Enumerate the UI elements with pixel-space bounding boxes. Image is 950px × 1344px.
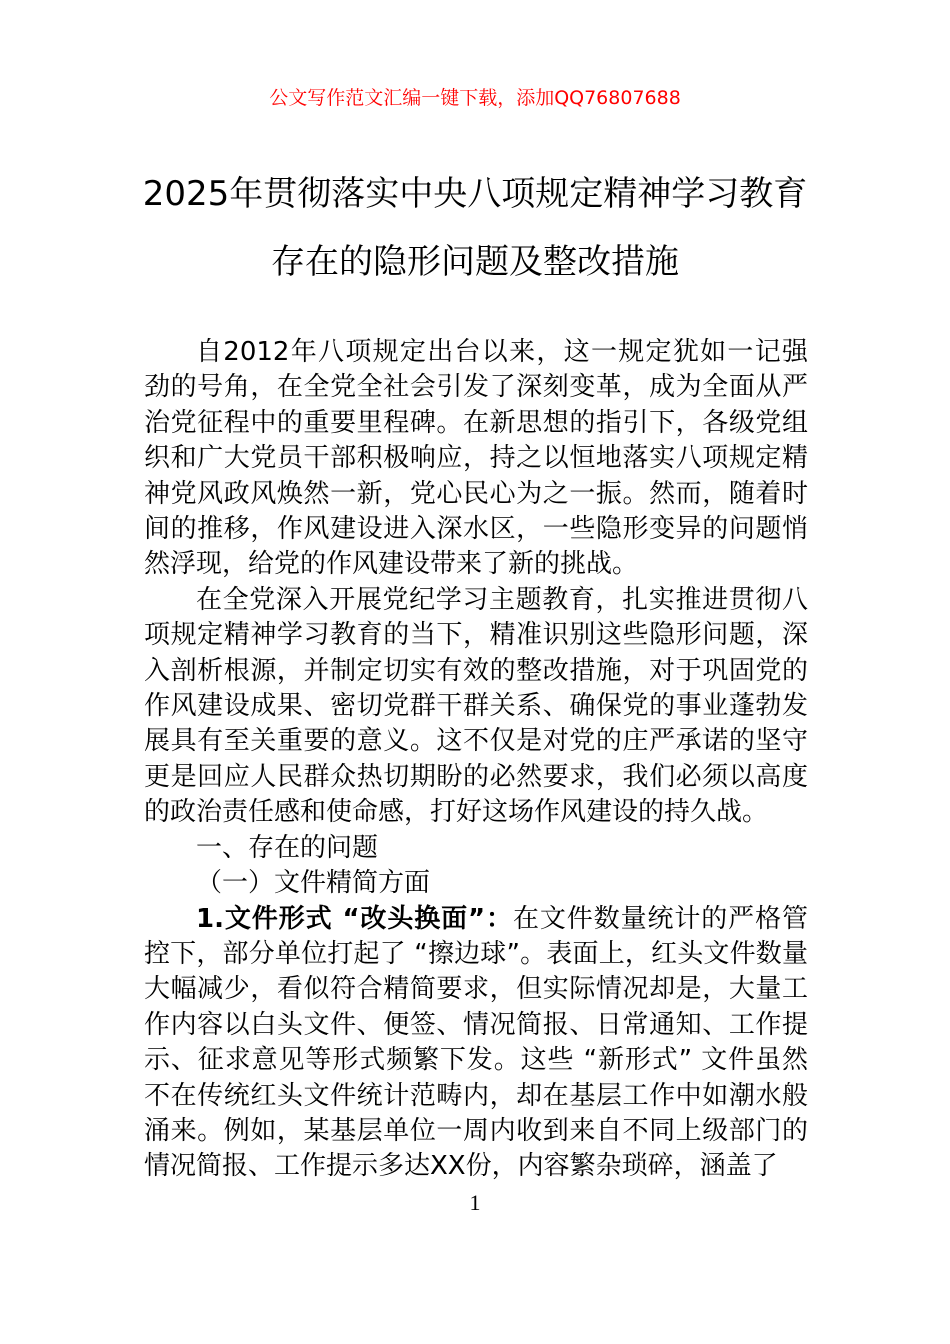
section-heading: 一、存在的问题 xyxy=(196,832,379,863)
subsection-heading: （一）文件精简方面 xyxy=(196,868,431,899)
item-lead: 1.文件形式 “改头换面”： xyxy=(196,903,513,934)
item-text: 在文件数量统计的严格管控下，部分单位打起了 “擦边球”。表面上，红头文件数量大幅减少，看似符合精简要求，但实际情况却是，大量工作内容以白头文件、便签、情况简报、日常通知、工作提示、征求意见等形式频繁下发。这些 “新形式” 文件虽然不在传统红头文件统计范畴内，却在基层工作中如潮水般涌来。例如，某基层单位一周内收到来自不同上级部门的情况简报、工作提示多达XX份，内容繁杂琐碎，涵盖了 xyxy=(144,903,808,1182)
document-title: 2025年贯彻落实中央八项规定精神学习教育存在的隐形问题及整改措施 xyxy=(142,174,808,282)
paragraph-item-1 xyxy=(144,902,808,1185)
watermark-banner: 公文写作范文汇编一键下载，添加QQ76807688 xyxy=(269,87,681,109)
paragraph-intro: 自2012年八项规定出台以来，这一规定犹如一记强劲的号角，在全党全社会引发了深刻变革，成为全面从严治党征程中的重要里程碑。在新思想的指引下，各级党组织和广大党员干部积极响应，持之以恒地落实八项规定精神党风政风焕然一新，党心民心为之一振。然而，随着时间的推移，作风建设进入深水区，一些隐形变异的问题悄然浮现，给党的作风建设带来了新的挑战。 xyxy=(144,337,808,580)
document-body xyxy=(144,335,808,1185)
paragraph-context: 在全党深入开展党纪学习主题教育，扎实推进贯彻八项规定精神学习教育的当下，精准识别这些隐形问题，深入剖析根源，并制定切实有效的整改措施，对于巩固党的作风建设成果、密切党群干群关系、确保党的事业蓬勃发展具有至关重要的意义。这不仅是对党的庄严承诺的坚守更是回应人民群众热切期盼的必然要求，我们必须以高度的政治责任感和使命感，打好这场作风建设的持久战。 xyxy=(144,584,808,828)
page-number: 1 xyxy=(469,1190,481,1215)
